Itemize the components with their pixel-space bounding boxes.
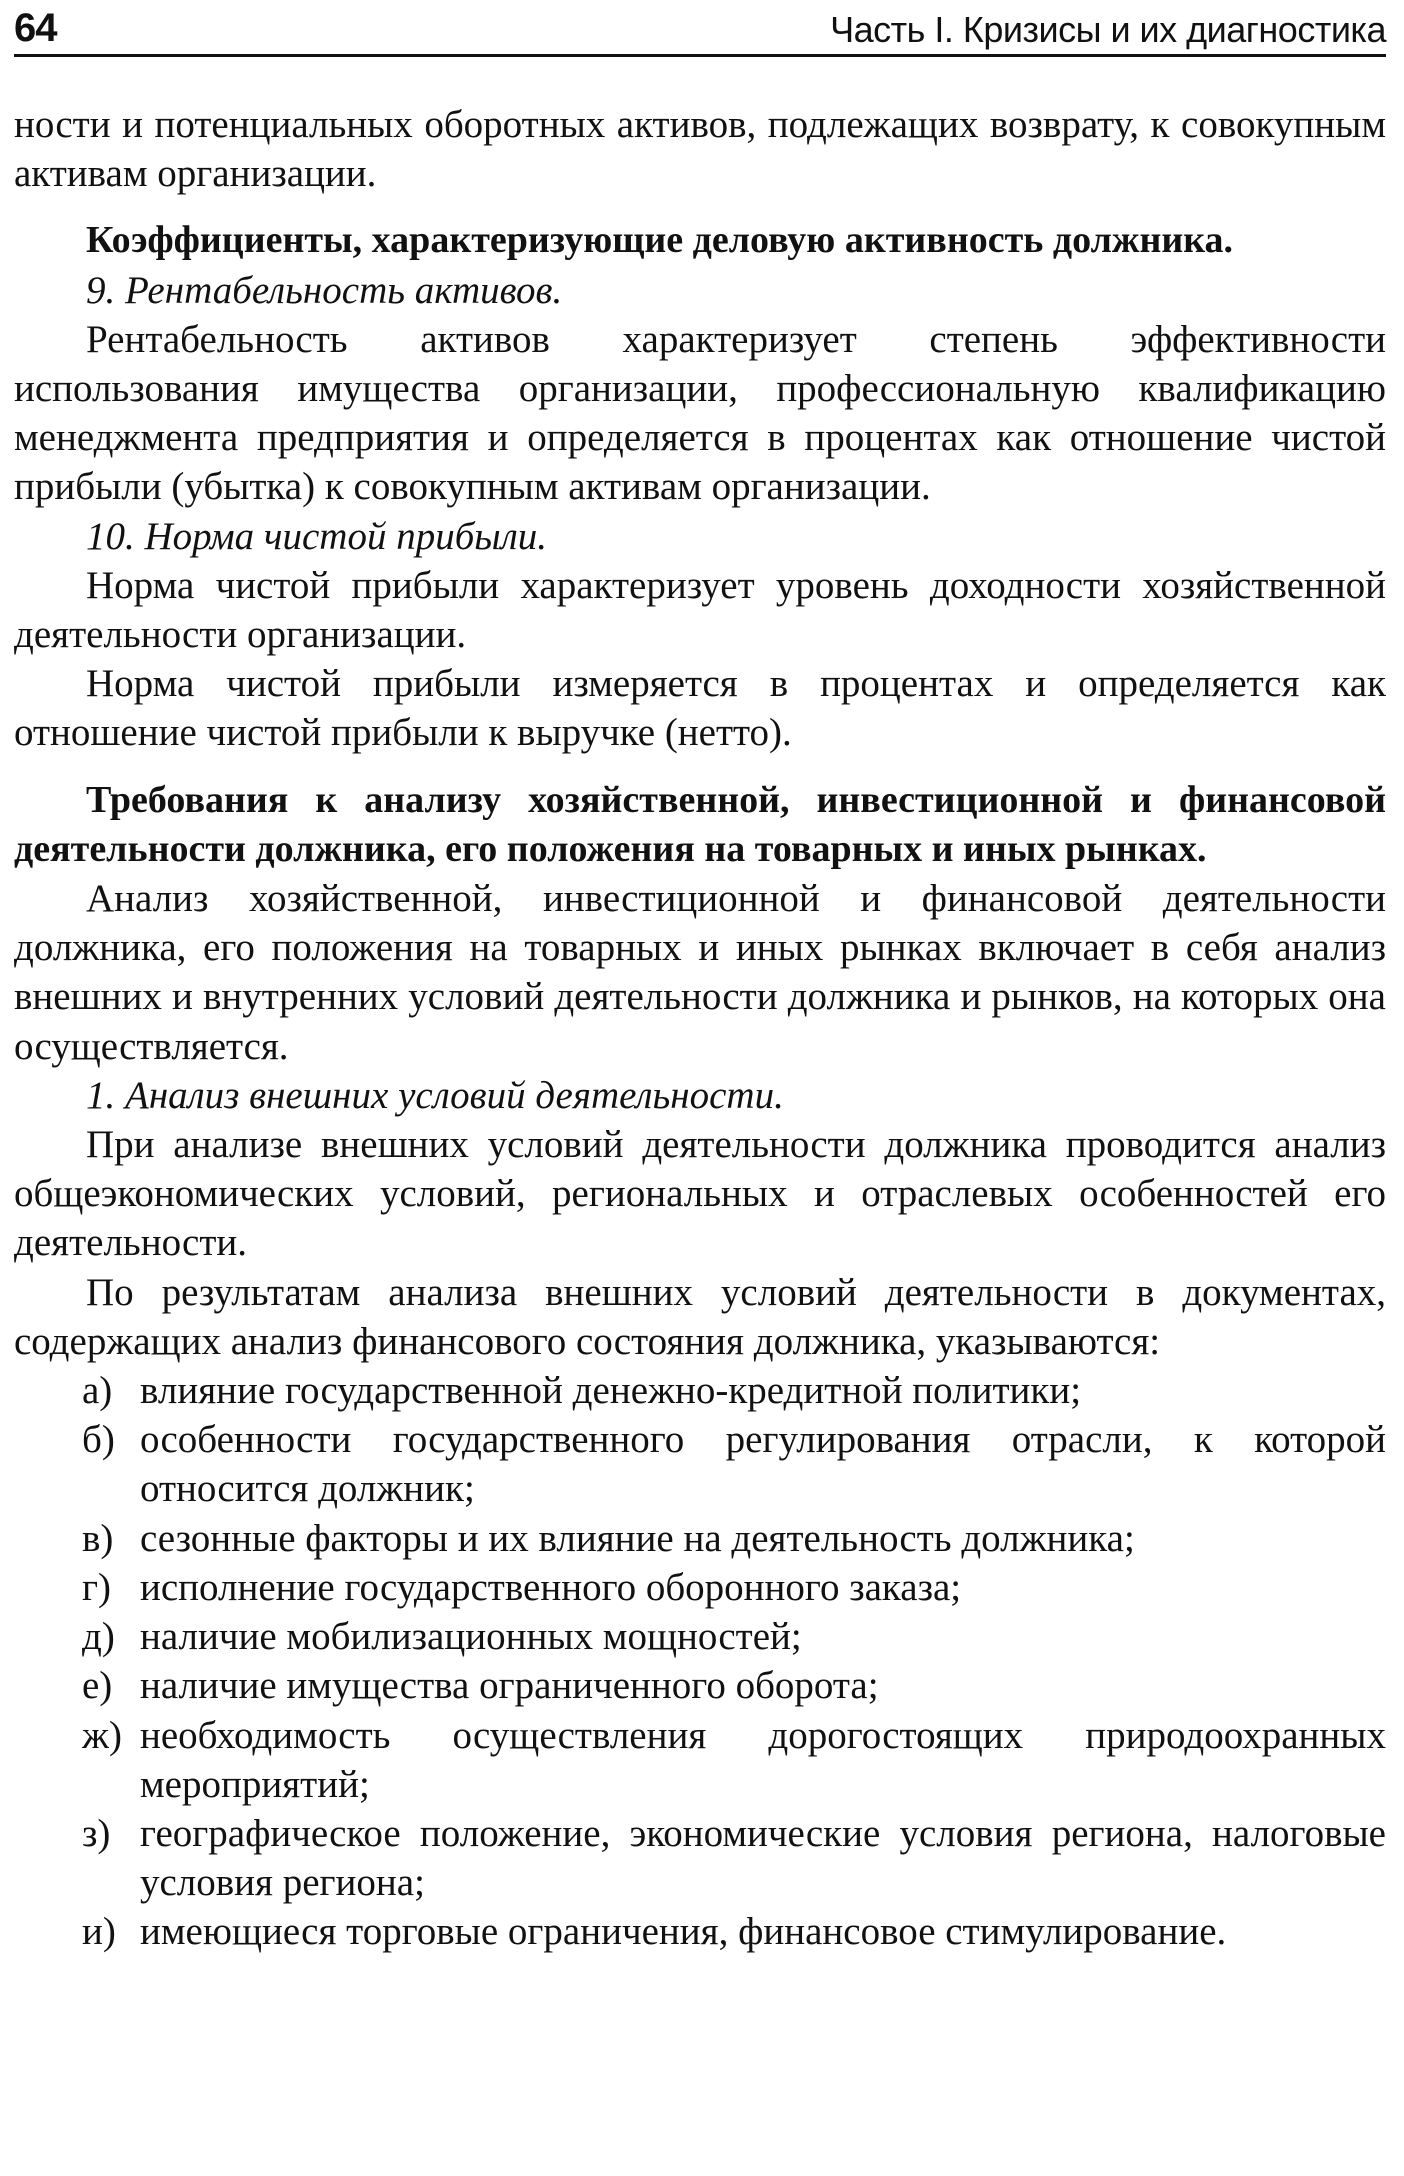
list-item-marker: в): [82, 1516, 114, 1560]
list-item-text: наличие имущества ограниченного оборота;: [140, 1664, 879, 1708]
paragraph-analysis-scope: Анализ хозяйственной, инвестиционной и финансовой деятельности должника, его положения на товарных и иных рынках включает в себя анализ внешних и внутренних условий деятельности должника и рынков, на которых она осуществляется.: [14, 877, 1386, 1068]
list-item-marker: д): [82, 1615, 115, 1659]
list-item: [14, 1612, 1386, 1661]
list-item-marker: г): [82, 1565, 111, 1609]
list-item-marker: и): [82, 1910, 116, 1954]
list-item: [14, 1907, 1386, 1956]
list-item: [14, 1661, 1386, 1710]
list-item-marker: б): [82, 1418, 115, 1462]
list-item: [14, 1514, 1386, 1563]
external-conditions-list: [14, 1366, 1386, 1956]
list-item-text: имеющиеся торговые ограничения, финансовое стимулирование.: [140, 1910, 1227, 1954]
list-item: [14, 1366, 1386, 1415]
list-item-text: наличие мобилизационных мощностей;: [140, 1615, 802, 1659]
page-number: 64: [14, 6, 57, 50]
section-heading-analysis-requirements: Требования к анализу хозяйственной, инвестиционной и финансовой деятельности должника, его положения на товарных и иных рынках.: [14, 778, 1386, 870]
list-item-marker: е): [82, 1664, 113, 1708]
list-item-text: исполнение государственного оборонного заказа;: [140, 1565, 962, 1609]
section-heading-business-activity: Коэффициенты, характеризующие деловую активность должника.: [86, 219, 1234, 262]
running-head: [14, 2, 1386, 57]
list-item-marker: а): [82, 1369, 113, 1413]
subheading-return-on-assets: 9. Рентабельность активов.: [86, 268, 563, 312]
subheading-external-conditions: 1. Анализ внешних условий деятельности.: [86, 1073, 784, 1117]
list-item-text: влияние государственной денежно-кредитной политики;: [140, 1369, 1082, 1413]
list-item: [14, 1809, 1386, 1907]
list-item-text: особенности государственного регулирования отрасли, к которой относится должник;: [140, 1418, 1386, 1511]
running-head-title: Часть I. Кризисы и их диагностика: [830, 9, 1386, 50]
list-item: [14, 1711, 1386, 1809]
paragraph-external-conditions: При анализе внешних условий деятельности должника проводится анализ общеэкономических условий, региональных и отраслевых особенностей его деятельности.: [14, 1123, 1386, 1265]
body-text: [14, 100, 1386, 1957]
list-item-text: географическое положение, экономические условия региона, налоговые условия региона;: [140, 1811, 1386, 1905]
list-item-text: сезонные факторы и их влияние на деятельность должника;: [140, 1516, 1135, 1560]
paragraph-net-profit-margin-1: Норма чистой прибыли характеризует уровень доходности хозяйственной деятельности организации.: [14, 563, 1386, 657]
list-item: [14, 1415, 1386, 1513]
list-item: [14, 1563, 1386, 1612]
paragraph-results-indicated: По результатам анализа внешних условий деятельности в документах, содержащих анализ финансового состояния должника, указываются:: [14, 1270, 1386, 1363]
paragraph-continuation: ности и потенциальных оборотных активов, подлежащих возврату, к совокупным активам организации.: [14, 103, 1386, 196]
list-item-marker: ж): [82, 1713, 122, 1757]
list-item-text: необходимость осуществления дорогостоящих природоохранных мероприятий;: [140, 1713, 1386, 1806]
paragraph-net-profit-margin-2: Норма чистой прибыли измеряется в процентах и определяется как отношение чистой прибыли к выручке (нетто).: [14, 662, 1386, 755]
list-item-marker: з): [82, 1811, 111, 1855]
subheading-net-profit-margin: 10. Норма чистой прибыли.: [86, 514, 547, 558]
paragraph-return-on-assets: Рентабельность активов характеризует степень эффективности использования имущества организации, профессиональную квалификацию менеджмента предприятия и определяется в процентах как отношение чистой прибыли (убытка) к совокупным активам организации.: [14, 317, 1386, 509]
book-page: [14, 0, 1386, 2176]
